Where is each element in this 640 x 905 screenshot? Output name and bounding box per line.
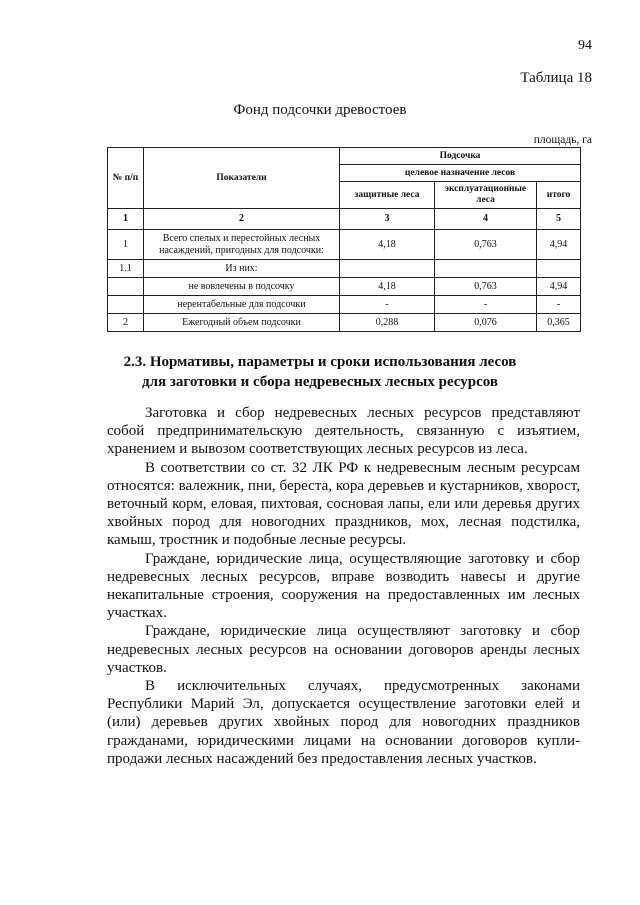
section-heading-line: для заготовки и сбора недревесных лесных ресурсов xyxy=(142,374,498,390)
row-total xyxy=(537,260,581,278)
row-label: не вовлечены в подсочку xyxy=(144,278,340,296)
row-protective: 4,18 xyxy=(340,230,435,260)
column-numbers-row xyxy=(108,209,581,230)
header-indicators: Показатели xyxy=(144,148,340,209)
row-label: нерентабельные для подсочки xyxy=(144,296,340,314)
header-num: № п/п xyxy=(108,148,144,209)
table-row xyxy=(108,314,581,332)
paragraph: В исключительных случаях, предусмотренных законами Республики Марий Эл, допускается осуществление заготовки елей и (или) деревьев других хвойных пород для новогодних праздников гражданами, юридическими лицами на основании договоров купли-продажи лесных насаждений без предоставления лесных участков. xyxy=(107,678,580,767)
row-total: 0,365 xyxy=(537,314,581,332)
table-row xyxy=(108,260,581,278)
header-podsochka: Подсочка xyxy=(340,148,581,165)
paragraph: В соответствии со ст. 32 ЛК РФ к недревесным лесным ресурсам относятся: валежник, пни, береста, кора деревьев и кустарников, хворост, веточный корм, еловая, пихтовая, сосновая лапы, ели или деревья других хвойных пород для новогодних праздников, мох, лесная подстилка, камыш, тростник и подобные лесные ресурсы. xyxy=(107,459,580,549)
row-protective xyxy=(340,260,435,278)
header-protective: защитные леса xyxy=(340,182,435,209)
row-num: 2 xyxy=(108,314,144,332)
row-num: 1 xyxy=(108,230,144,260)
row-num xyxy=(108,296,144,314)
row-exploitation xyxy=(435,260,537,278)
table-label: Таблица 18 xyxy=(520,70,592,86)
table-row xyxy=(108,230,581,260)
row-exploitation: 0,763 xyxy=(435,230,537,260)
header-total: итого xyxy=(537,182,581,209)
paragraph: Граждане, юридические лица, осуществляющие заготовку и сбор недревесных лесных ресурсов, вправе возводить навесы и другие некапитальные строения, сооружения на предоставленных им лесных участках. xyxy=(107,550,580,622)
paragraph: Заготовка и сбор недревесных лесных ресурсов представляют собой предпринимательскую деятельность, связанную с изъятием, хранением и вывозом соответствующих лесных ресурсов из леса. xyxy=(107,405,580,458)
row-protective: - xyxy=(340,296,435,314)
table-caption: Фонд подсочки древостоев xyxy=(233,102,407,118)
section-heading-line: 2.3. Нормативы, параметры и сроки использования лесов xyxy=(123,354,517,370)
header-exploitation: эксплуатационные леса xyxy=(435,182,537,209)
row-exploitation: 0,076 xyxy=(435,314,537,332)
table-row xyxy=(108,278,581,296)
row-label: Всего спелых и перестойных лесных насаждений, пригодных для подсочки: xyxy=(144,230,340,260)
row-total: 4,94 xyxy=(537,230,581,260)
row-exploitation: - xyxy=(435,296,537,314)
section-heading xyxy=(0,352,640,392)
podsochka-table xyxy=(107,147,581,332)
column-number: 3 xyxy=(340,209,435,230)
row-exploitation: 0,763 xyxy=(435,278,537,296)
page-number: 94 xyxy=(578,38,592,53)
column-number: 5 xyxy=(537,209,581,230)
row-total: 4,94 xyxy=(537,278,581,296)
row-label: Из них: xyxy=(144,260,340,278)
column-number: 1 xyxy=(108,209,144,230)
header-purpose: целевое назначение лесов xyxy=(340,165,581,182)
row-num: 1.1 xyxy=(108,260,144,278)
row-total: - xyxy=(537,296,581,314)
paragraph: Граждане, юридические лица осуществляют заготовку и сбор недревесных лесных ресурсов на основании договоров аренды лесных участков. xyxy=(107,623,580,676)
row-label: Ежегодный объем подсочки xyxy=(144,314,340,332)
table-row xyxy=(108,296,581,314)
units-label: площадь, га xyxy=(533,134,592,146)
column-number: 2 xyxy=(144,209,340,230)
body-text xyxy=(107,404,580,768)
row-protective: 0,288 xyxy=(340,314,435,332)
row-protective: 4,18 xyxy=(340,278,435,296)
column-number: 4 xyxy=(435,209,537,230)
row-num xyxy=(108,278,144,296)
